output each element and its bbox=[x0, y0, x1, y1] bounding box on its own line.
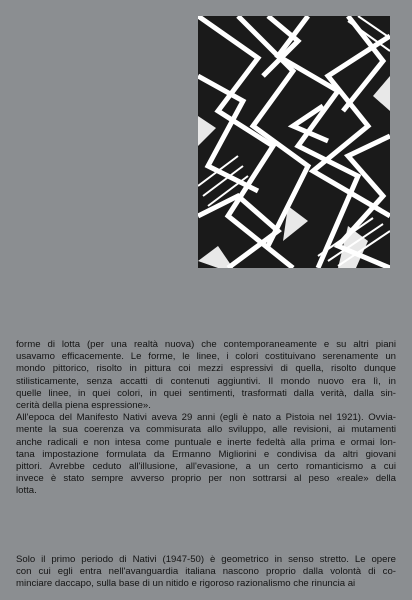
text-line: mente la sua coerenza va commisurata allo sviluppo, alle revisioni, ai mutamenti bbox=[16, 424, 396, 436]
text-line: lotta. bbox=[16, 485, 37, 497]
text-line: minciare daccapo, sulla base di un nitido e rigoroso razionalismo che rinuncia ai bbox=[16, 578, 356, 590]
text-line: cerità della piena espressione». bbox=[16, 400, 151, 412]
text-line: usavamo efficacemente. Le forme, le linee, i colori costituivano serenamente un bbox=[16, 351, 396, 363]
text-line: mondo pittorico, risolto in pittura coi mezzi espressivi di quella, risolto dunque bbox=[16, 363, 396, 375]
text-line: anche radicali e non intesa come puntuale e inerte fedeltà alla prima e ormai lon- bbox=[16, 436, 396, 448]
abstract-artwork-image bbox=[198, 16, 390, 268]
geometric-abstraction-illustration bbox=[198, 16, 390, 268]
body-paragraph-2 bbox=[16, 554, 396, 591]
text-line: All'epoca del Manifesto Nativi aveva 29 anni (egli è nato a Pistoia nel 1921). Ovvia- bbox=[16, 412, 396, 424]
text-line: con cui egli entra nell'avanguardia italiana nascono proprio dalla volontà di co- bbox=[16, 566, 396, 578]
text-line: quelle linee, in quei colori, in quei sentimenti, trasformati dalla verità, dalla sin- bbox=[16, 387, 396, 399]
text-line: forme di lotta (per una realtà nuova) che contemporaneamente e su altri piani bbox=[16, 339, 396, 350]
text-line: Solo il primo periodo di Nativi (1947-50) è geometrico in senso stretto. Le opere bbox=[16, 554, 396, 565]
text-line: tana impostazione formulata da Ermanno Migliorini e condivisa da altri giovani bbox=[16, 448, 396, 460]
body-paragraph-1 bbox=[16, 339, 396, 498]
text-line: invece è stato sempre avverso proprio per non sottrarsi al peso «reale» della bbox=[16, 473, 396, 485]
text-line: stilisticamente, senza accatti di contenuti aggiuntivi. Il mondo nuovo era lì, in bbox=[16, 375, 396, 387]
text-line: pittori. Avrebbe ceduto all'illusione, all'evasione, a un certo romanticismo a cui bbox=[16, 461, 396, 473]
